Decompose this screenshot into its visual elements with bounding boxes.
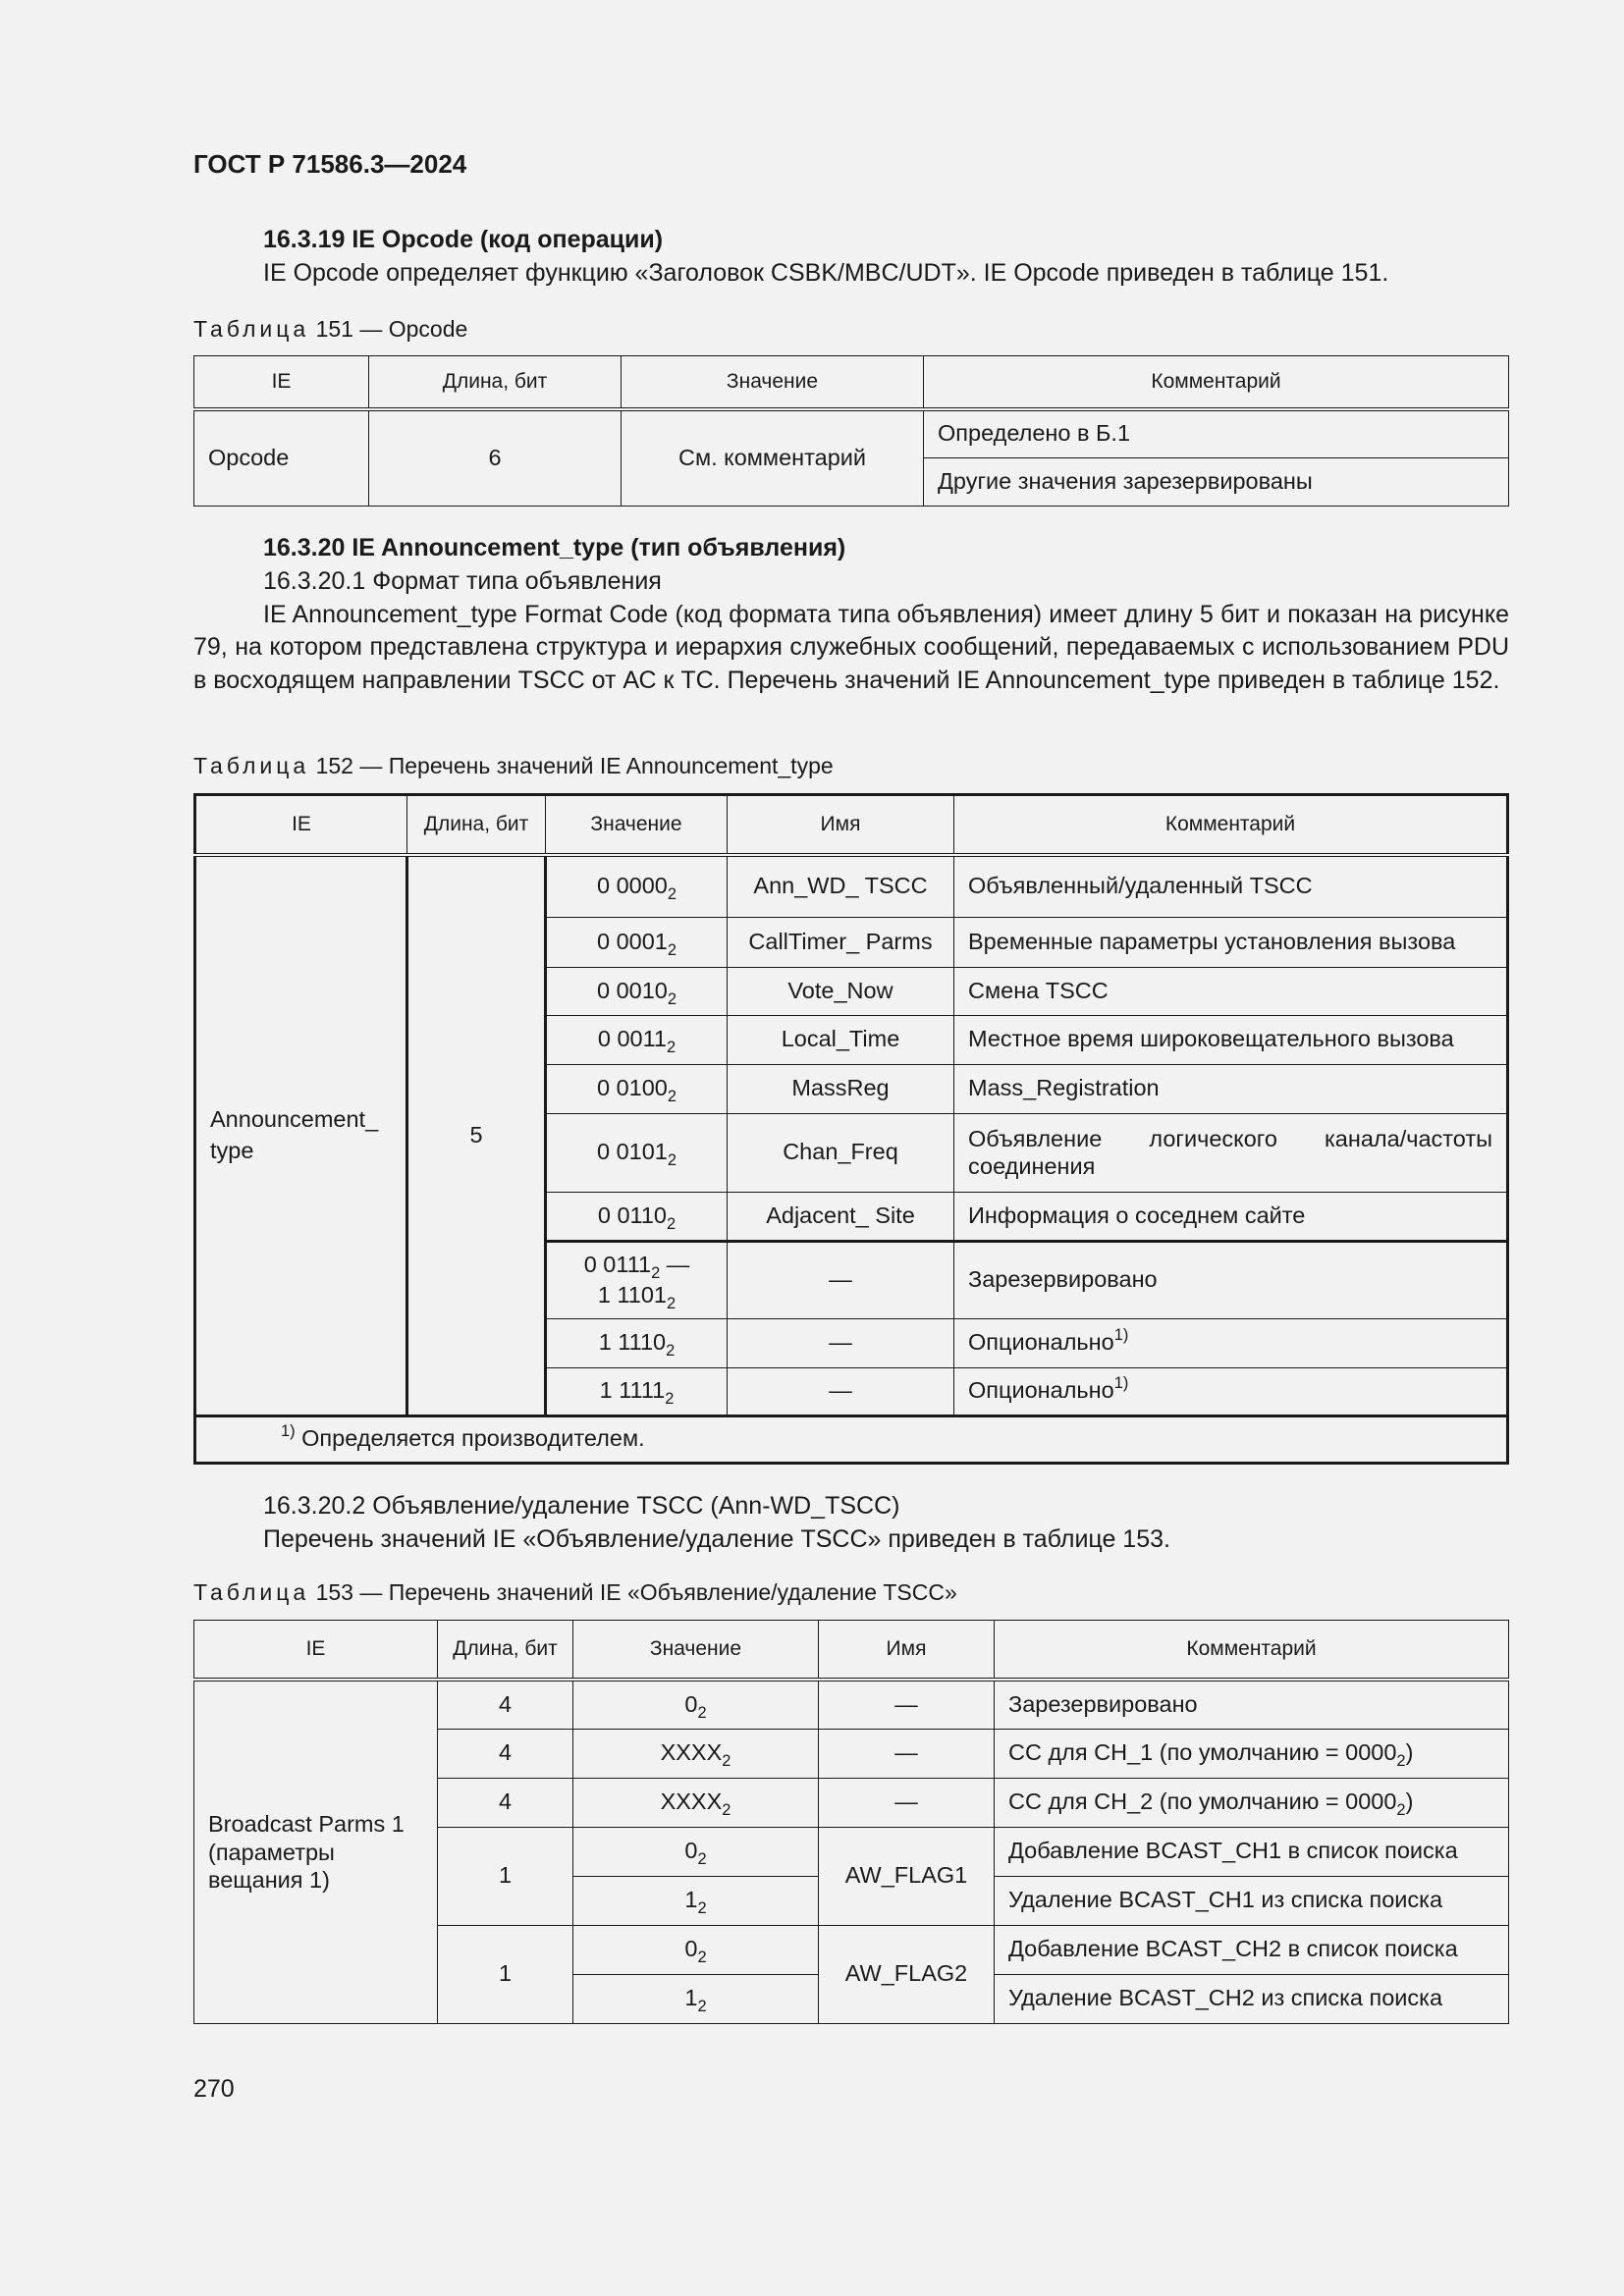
cell-value: См. комментарий <box>622 409 924 506</box>
section-text: IE Opcode определяет функцию «Заголовок CSBK/MBC/UDT». IE Opcode приведен в таблице 151. <box>263 258 1389 287</box>
cell-comment: Mass_Registration <box>954 1064 1508 1113</box>
cell-name: AW_FLAG2 <box>819 1925 995 2023</box>
cell-name: — <box>819 1729 995 1778</box>
cell-comment: Смена TSCC <box>954 967 1508 1015</box>
table-row <box>194 1680 1509 1729</box>
cell-value: $XXXX_2$ <box>573 1778 819 1827</box>
cell-comment: Опционально$^{1)}$ <box>954 1318 1508 1367</box>
cell-value: 0 $0110_2$ <box>546 1192 728 1241</box>
col-header-length: Длина, бит <box>407 795 546 856</box>
section-heading: 16.3.20 IE Announcement_type (тип объявления) <box>263 534 846 561</box>
document-header: ГОСТ Р 71586.3—2024 <box>193 149 467 179</box>
subsection-heading: 16.3.20.2 Объявление/удаление TSCC (Ann-WD_TSCC) <box>263 1492 900 1520</box>
page-number: 270 <box>193 2075 235 2103</box>
cell-length: 4 <box>438 1729 573 1778</box>
cell-length: 4 <box>438 1680 573 1729</box>
cell-value: 0 $0000_2$ <box>546 855 728 917</box>
cell-comment: Другие значения зарезервированы <box>924 457 1509 506</box>
table-footnote-row <box>195 1415 1508 1463</box>
caption-word: Таблица <box>193 316 310 342</box>
cell-name: — <box>819 1778 995 1827</box>
col-header-length: Длина, бит <box>438 1621 573 1681</box>
cell-name: CallTimer_ Parms <box>728 917 954 967</box>
cell-value: 0 $0100_2$ <box>546 1064 728 1113</box>
table-header-row <box>194 1621 1509 1681</box>
col-header-value: Значение <box>573 1621 819 1681</box>
section-paragraph: IE Announcement_type Format Code (код формата типа объявления) имеет длину 5 бит и показан на рисунке 79, на котором представлена структура и иерархия служебных сообщений, передаваемых с использованием PDU в восходящем направлении TSCC от АС к ТС. Перечень значений IE Announcement_type приведен в таблице 152. <box>193 600 1509 694</box>
col-header-length: Длина, бит <box>369 356 622 410</box>
cell-value: $0_2$ <box>573 1925 819 1974</box>
col-header-comment: Комментарий <box>954 795 1508 856</box>
table-row <box>194 409 1509 457</box>
cell-comment: Временные параметры установления вызова <box>954 917 1508 967</box>
table-152 <box>193 793 1509 1465</box>
cell-comment: Зарезервировано <box>954 1241 1508 1318</box>
cell-name: Chan_Freq <box>728 1113 954 1192</box>
subsection-heading: 16.3.20.1 Формат типа объявления <box>263 566 662 595</box>
cell-name: — <box>728 1367 954 1415</box>
section-heading: 16.3.19 IE Opcode (код операции) <box>263 226 664 253</box>
cell-value: 0 $0101_2$ <box>546 1113 728 1192</box>
col-header-name: Имя <box>819 1621 995 1681</box>
cell-value: $1_2$ <box>573 1876 819 1925</box>
cell-comment: Удаление BCAST_CH1 из списка поиска <box>995 1876 1509 1925</box>
cell-length: 6 <box>369 409 622 506</box>
cell-name: MassReg <box>728 1064 954 1113</box>
cell-comment: CC для CH_2 (по умолчанию = $0000_2$) <box>995 1778 1509 1827</box>
table-footnote: $^{1)}$ Определяется производителем. <box>195 1415 1508 1463</box>
cell-value: 0 $0001_2$ <box>546 917 728 967</box>
cell-value: $XXXX_2$ <box>573 1729 819 1778</box>
cell-comment: Объявленный/удаленный TSCC <box>954 855 1508 917</box>
cell-name: — <box>728 1241 954 1318</box>
cell-name: Ann_WD_ TSCC <box>728 855 954 917</box>
caption-rest: 151 — Opcode <box>309 316 468 342</box>
section-16-3-19 <box>193 224 1509 291</box>
cell-value: 1 $1111_2$ <box>546 1367 728 1415</box>
col-header-comment: Комментарий <box>995 1621 1509 1681</box>
cell-comment: Добавление BCAST_CH2 в список поиска <box>995 1925 1509 1974</box>
table-153-caption <box>193 1577 957 1608</box>
caption-word: Таблица <box>193 1579 310 1605</box>
cell-value: 0 $0010_2$ <box>546 967 728 1015</box>
cell-ie: Broadcast Parms 1 (параметры вещания 1) <box>194 1680 438 2023</box>
cell-name: — <box>819 1680 995 1729</box>
cell-comment: Удаление BCAST_CH2 из списка поиска <box>995 1974 1509 2023</box>
caption-word: Таблица <box>193 753 310 778</box>
cell-length: 1 <box>438 1925 573 2023</box>
cell-name: Adjacent_ Site <box>728 1192 954 1241</box>
cell-comment: Определено в Б.1 <box>924 409 1509 457</box>
cell-length: 1 <box>438 1827 573 1925</box>
caption-rest: 153 — Перечень значений IE «Объявление/удаление TSCC» <box>309 1579 957 1605</box>
section-16-3-20-2 <box>193 1490 1509 1557</box>
cell-value: 1 $1110_2$ <box>546 1318 728 1367</box>
cell-value: 0 $0011_2$ <box>546 1015 728 1064</box>
cell-comment: Опционально$^{1)}$ <box>954 1367 1508 1415</box>
col-header-value: Значение <box>546 795 728 856</box>
col-header-ie: IE <box>195 795 407 856</box>
table-header-row <box>194 356 1509 410</box>
cell-name: — <box>728 1318 954 1367</box>
section-text: Перечень значений IE «Объявление/удаление TSCC» приведен в таблице 153. <box>263 1524 1170 1553</box>
cell-value: $1_2$ <box>573 1974 819 2023</box>
cell-name: AW_FLAG1 <box>819 1827 995 1925</box>
caption-rest: 152 — Перечень значений IE Announcement_type <box>309 753 834 778</box>
table-row <box>195 855 1508 917</box>
cell-name: Vote_Now <box>728 967 954 1015</box>
table-151-caption <box>193 314 467 345</box>
section-16-3-20 <box>193 532 1509 698</box>
cell-value: 0 $0111_2$ — 1 $1101_2$ <box>546 1241 728 1318</box>
cell-value: $0_2$ <box>573 1680 819 1729</box>
cell-comment: Добавление BCAST_CH1 в список поиска <box>995 1827 1509 1876</box>
cell-comment: Зарезервировано <box>995 1680 1509 1729</box>
table-151 <box>193 355 1509 507</box>
cell-comment: Местное время широковещательного вызова <box>954 1015 1508 1064</box>
table-153 <box>193 1620 1509 2024</box>
table-152-caption <box>193 751 834 781</box>
cell-comment: CC для CH_1 (по умолчанию = $0000_2$) <box>995 1729 1509 1778</box>
col-header-name: Имя <box>728 795 954 856</box>
cell-value: $0_2$ <box>573 1827 819 1876</box>
cell-name: Local_Time <box>728 1015 954 1064</box>
col-header-comment: Комментарий <box>924 356 1509 410</box>
table-header-row <box>195 795 1508 856</box>
col-header-ie: IE <box>194 356 369 410</box>
col-header-ie: IE <box>194 1621 438 1681</box>
cell-comment: Объявление логического канала/частоты соединения <box>954 1113 1508 1192</box>
cell-ie: Announcement_ type <box>195 855 407 1415</box>
cell-comment: Информация о соседнем сайте <box>954 1192 1508 1241</box>
cell-length: 5 <box>407 855 546 1415</box>
cell-ie: Opcode <box>194 409 369 506</box>
col-header-value: Значение <box>622 356 924 410</box>
cell-length: 4 <box>438 1778 573 1827</box>
